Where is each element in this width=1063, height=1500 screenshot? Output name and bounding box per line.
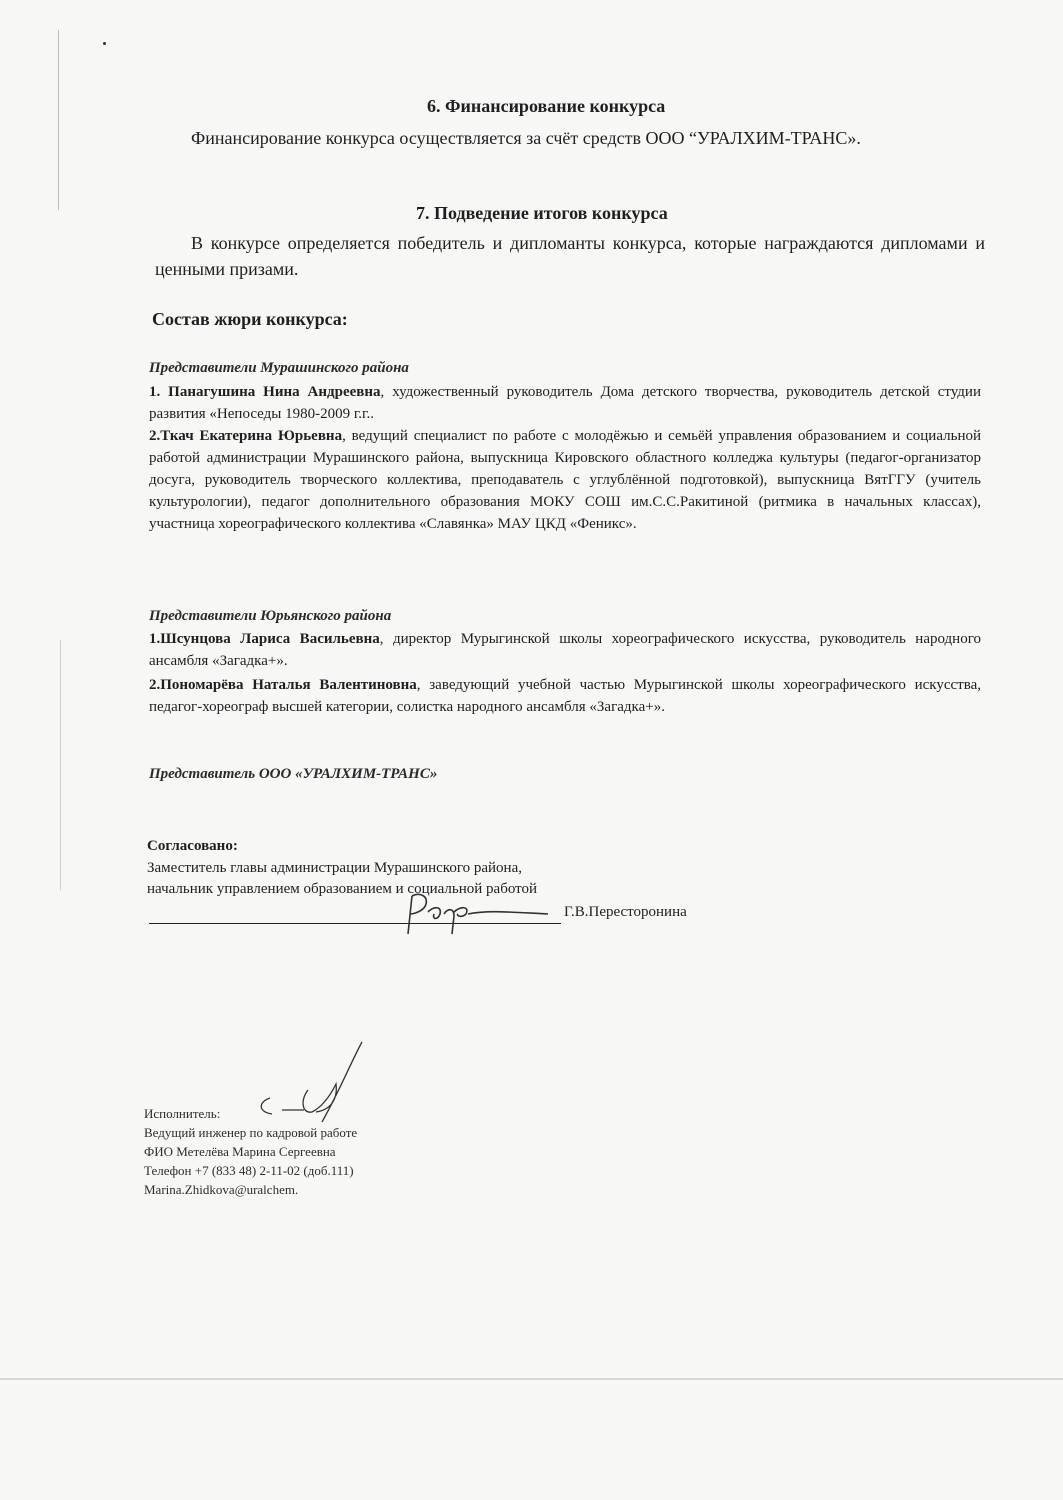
jury-member-name: 2.Пономарёва Наталья Валентиновна (149, 677, 417, 693)
jury-member (149, 674, 981, 718)
section7-text: В конкурсе определяется победитель и дипломанты конкурса, которые награждаются дипломами и ценными призами. (155, 233, 985, 279)
scan-edge-line (58, 30, 59, 210)
scan-speck (103, 42, 106, 45)
jury-member-desc: , директор Мурыгинской школы хореографического искусства, руководитель народного ансамбля «Загадка+». (149, 631, 981, 669)
executor-label: Исполнитель: (144, 1106, 221, 1121)
approval-title: Согласовано: (147, 838, 238, 854)
jury-member-name: 1. Панагушина Нина Андреевна (149, 384, 381, 400)
jury-member-name: 1.Шсунцова Лариса Васильевна (149, 631, 380, 647)
jury-member (149, 628, 981, 672)
jury-member-name: 2.Ткач Екатерина Юрьевна (149, 428, 343, 444)
section6-title: 6. Финансирование конкурса (427, 96, 666, 116)
yurya-heading: Представители Юрьянского района (149, 608, 392, 624)
murashi-heading: Представители Мурашинского района (149, 360, 409, 376)
section7-title: 7. Подведение итогов конкурса (416, 203, 668, 223)
handwritten-signature (398, 884, 548, 944)
executor-block (144, 1104, 357, 1199)
scan-fold-line (0, 1378, 1063, 1380)
executor-fio: ФИО Метелёва Марина Сергеевна (144, 1144, 336, 1159)
jury-member (149, 425, 981, 535)
scan-edge-line (60, 640, 61, 890)
jury-member-desc: , художественный руководитель Дома детского творчества, руководитель детской студии развития «Непоседы 1980-2009 г.г.. (149, 384, 981, 422)
executor-phone: Телефон +7 (833 48) 2-11-02 (доб.111) (144, 1163, 354, 1178)
jury-member-desc: , заведующий учебной частью Мурыгинской школы хореографического искусства, педагог-хореограф высшей категории, солистка народного ансамбля «Загадка+». (149, 677, 981, 715)
approval-name: Г.В.Пересторонина (564, 904, 687, 920)
jury-title: Состав жюри конкурса: (152, 309, 348, 329)
approval-line: начальник управлением образованием и социальной работой (147, 881, 538, 897)
executor-email: Marina.Zhidkova@uralchem. (144, 1182, 299, 1197)
jury-member-desc: , ведущий специалист по работе с молодёжью и семьёй управления образованием и социальной работой администрации Мурашинского района, выпускница Кировского областного колледжа культуры (педагог-организатор досуга, руководитель творческого коллектива, преподаватель с углублённой подготовкой), выпускница ВятГГУ (учитель культурологии), педагог дополнительного образования МОКУ СОШ им.С.С.Ракитиной (ритмика в начальных классах), участница хореографического коллектива «Славянка» МАУ ЦКД «Феникс». (149, 428, 981, 532)
approval-line: Заместитель главы администрации Мурашинского района, (147, 860, 522, 876)
section6-text: Финансирование конкурса осуществляется за счёт средств ООО “УРАЛХИМ-ТРАНС». (191, 128, 861, 148)
jury-member (149, 381, 981, 425)
uralchem-heading: Представитель ООО «УРАЛХИМ-ТРАНС» (149, 766, 438, 782)
executor-position: Ведущий инженер по кадровой работе (144, 1125, 358, 1140)
